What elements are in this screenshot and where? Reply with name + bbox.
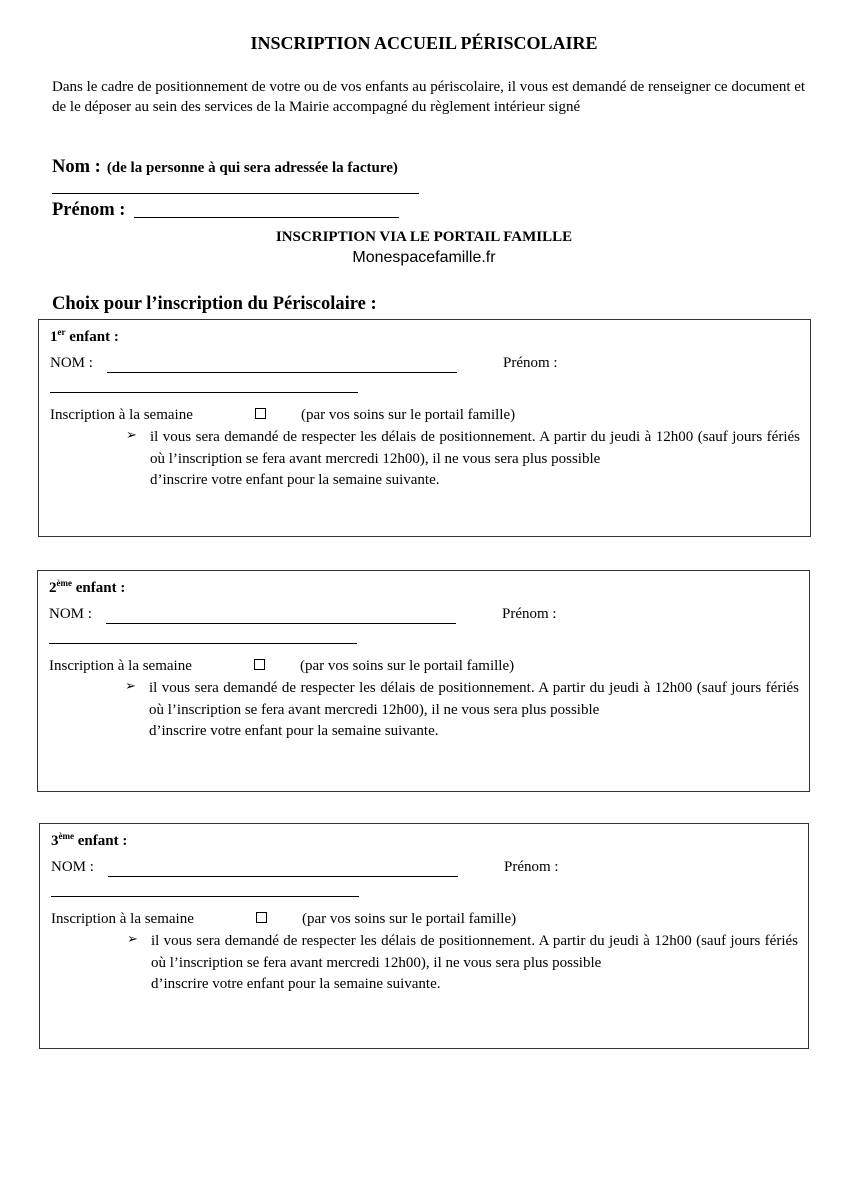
notice-main: il vous sera demandé de respecter les délais de positionnement. A partir du jeudi à 12h00 (sauf jours fériés où l’inscription se fera avant mercredi 12h00), il ne vous sera plus possible: [151, 933, 798, 971]
intro-paragraph: Dans le cadre de positionnement de votre ou de vos enfants au périscolaire, il vous est demandé de renseigner ce document et de le déposer au sein des services de la Mairie accompagné du règlement intérieur signé: [52, 79, 806, 115]
arrow-bullet-icon: ➢: [127, 931, 138, 946]
child-nom-label: NOM :: [50, 355, 93, 371]
ordinal-suffix: ème: [56, 578, 72, 588]
notice-text: [149, 678, 799, 743]
notice-end: d’inscrire votre enfant pour la semaine suivante.: [151, 976, 441, 992]
child-title: [49, 578, 125, 597]
title-rest: enfant :: [65, 329, 119, 345]
billing-nom-text: Nom :: [52, 157, 101, 177]
title-rest: enfant :: [72, 580, 126, 596]
inscription-label: Inscription à la semaine: [50, 407, 193, 423]
child-section-2: [37, 570, 810, 792]
billing-nom-label: [52, 157, 398, 178]
child-prenom-label: Prénom :: [504, 859, 559, 875]
notice-main: il vous sera demandé de respecter les délais de positionnement. A partir du jeudi à 12h00 (sauf jours fériés où l’inscription se fera avant mercredi 12h00), il ne vous sera plus possible: [149, 680, 799, 718]
child-prenom-label: Prénom :: [503, 355, 558, 371]
arrow-bullet-icon: ➢: [126, 427, 137, 442]
inscription-checkbox[interactable]: [255, 408, 266, 419]
inscription-checkbox[interactable]: [254, 659, 265, 670]
child-prenom-field[interactable]: [50, 392, 358, 393]
portal-link[interactable]: Monespacefamille.fr: [352, 249, 496, 266]
notice-text: [150, 427, 800, 492]
inscription-checkbox[interactable]: [256, 912, 267, 923]
child-nom-label: NOM :: [49, 606, 92, 622]
choice-heading: Choix pour l’inscription du Périscolaire :: [52, 294, 377, 314]
child-prenom-field[interactable]: [49, 643, 357, 644]
child-section-3: [39, 823, 809, 1049]
portal-heading: INSCRIPTION VIA LE PORTAIL FAMILLE: [275, 229, 573, 245]
notice-text: [151, 931, 798, 996]
ordinal-suffix: er: [57, 327, 66, 337]
child-nom-label: NOM :: [51, 859, 94, 875]
notice-end: d’inscrire votre enfant pour la semaine suivante.: [149, 723, 439, 739]
page-title: INSCRIPTION ACCUEIL PÉRISCOLAIRE: [250, 33, 598, 53]
billing-prenom-field[interactable]: [134, 217, 399, 218]
billing-prenom-label: Prénom :: [52, 200, 126, 220]
notice-end: d’inscrire votre enfant pour la semaine suivante.: [150, 472, 440, 488]
child-nom-field[interactable]: [107, 372, 457, 373]
inscription-note: (par vos soins sur le portail famille): [301, 407, 516, 423]
ordinal-suffix: ème: [58, 831, 74, 841]
notice-main: il vous sera demandé de respecter les délais de positionnement. A partir du jeudi à 12h00 (sauf jours fériés où l’inscription se fera avant mercredi 12h00), il ne vous sera plus possible: [150, 429, 800, 467]
inscription-label: Inscription à la semaine: [49, 658, 192, 674]
arrow-bullet-icon: ➢: [125, 678, 136, 693]
title-rest: enfant :: [74, 833, 128, 849]
child-nom-field[interactable]: [106, 623, 456, 624]
child-nom-field[interactable]: [108, 876, 458, 877]
child-title: [50, 327, 119, 346]
billing-nom-note: (de la personne à qui sera adressée la facture): [106, 160, 398, 176]
child-title: [51, 831, 127, 850]
ordinal-number: 1: [50, 329, 58, 345]
inscription-note: (par vos soins sur le portail famille): [300, 658, 515, 674]
inscription-label: Inscription à la semaine: [51, 911, 194, 927]
child-prenom-label: Prénom :: [502, 606, 557, 622]
child-prenom-field[interactable]: [51, 896, 359, 897]
billing-nom-field[interactable]: [52, 193, 419, 194]
inscription-note: (par vos soins sur le portail famille): [302, 911, 517, 927]
ordinal-number: 2: [49, 580, 57, 596]
ordinal-number: 3: [51, 833, 59, 849]
child-section-1: [38, 319, 811, 537]
